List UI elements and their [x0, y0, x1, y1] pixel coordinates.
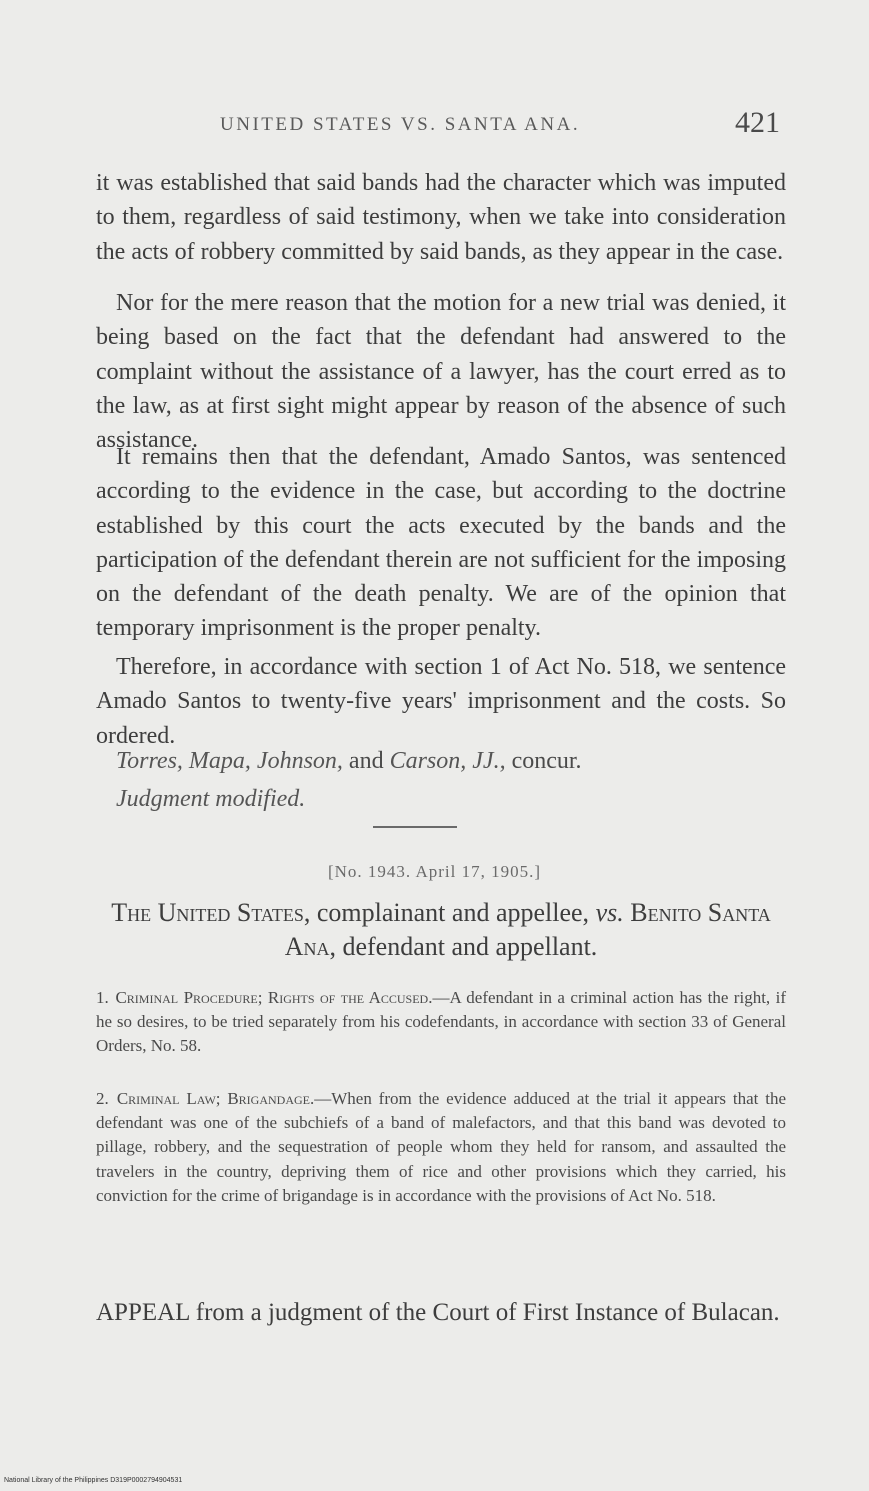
scan-footer: National Library of the Philippines D319P0002794904531: [4, 1477, 183, 1484]
paragraph-3: It remains then that the defendant, Amado Santos, was sentenced according to the evidence in the case, but according to the doctrine established by this court the acts executed by the bands and the participation of the defendant therein are not sufficient for the imposing on the defendant of the death penalty. We are of the opinion that temporary imprisonment is the proper penalty.: [96, 444, 786, 642]
signoff: [116, 742, 786, 818]
concurrence-line: [116, 742, 786, 780]
case-number: [No. 1943. April 17, 1905.]: [327, 862, 542, 881]
case-title-defendant-role: , defendant and appellant.: [329, 932, 598, 961]
case-title-plaintiff: The United States: [111, 898, 304, 927]
paragraph-2: Nor for the mere reason that the motion for a new trial was denied, it being based on the fact that the defendant had answered to the complaint without the assistance of a lawyer, has the court erred as to the law, as at first sight might appear by reason of the absence of such assistance.: [96, 290, 786, 454]
case-title: [96, 896, 786, 964]
case-title-vs: vs.: [595, 898, 624, 927]
section-divider: [373, 826, 457, 828]
syllabus-text: —When from the evidence adduced at the trial it appears that the defendant was one of the subchiefs of a band of malefactors, and that this band was devoted to pillage, robbery, and the sequestration of people whom they held for ransom, and assaulted the travelers in the country, depriving them of rice and other provisions which they carried, his conviction for the crime of brigandage is in accordance with the provisions of Act No. 518.: [96, 1089, 786, 1205]
judgment-line: [116, 780, 786, 818]
syllabus-text: —A defendant in a criminal action has the right, if he so desires, to be tried separately from his codefendants, in accordance with section 33 of General Orders, No. 58.: [96, 988, 786, 1056]
concurrence-and: and: [348, 748, 384, 774]
appeal-line: APPEAL from a judgment of the Court of First Instance of Bulacan.: [96, 1299, 780, 1326]
running-title: UNITED STATES VS. SANTA ANA.: [220, 114, 581, 135]
syllabus-heading: Criminal Law; Brigandage.: [116, 1089, 315, 1108]
running-head: [100, 100, 790, 150]
page-number: 421: [735, 106, 780, 139]
case-title-plaintiff-role: , complainant and appellee,: [303, 898, 596, 927]
syllabus-number: 1.: [96, 988, 109, 1007]
case-title-defendant: Benito Santa Ana: [284, 898, 771, 961]
paragraph-4: Therefore, in accordance with section 1 of Act No. 518, we sentence Amado Santos to twenty-five years' imprisonment and the costs. So ordered.: [96, 654, 786, 749]
syllabus-item-1: [96, 986, 786, 1059]
judgment-text: Judgment modified.: [116, 786, 306, 812]
concurring-justice-last: Carson, JJ.,: [389, 748, 506, 774]
concurring-justices: Torres, Mapa, Johnson,: [116, 748, 343, 774]
syllabus-heading: Criminal Procedure; Rights of the Accused.: [115, 988, 433, 1007]
syllabus-number: 2.: [96, 1089, 109, 1108]
concurrence-verb: concur.: [511, 748, 582, 774]
paragraph-1: it was established that said bands had the character which was imputed to them, regardless of said testimony, when we take into consideration the acts of robbery committed by said bands, as they appear in the case.: [96, 170, 786, 265]
syllabus-item-2: [96, 1087, 786, 1208]
